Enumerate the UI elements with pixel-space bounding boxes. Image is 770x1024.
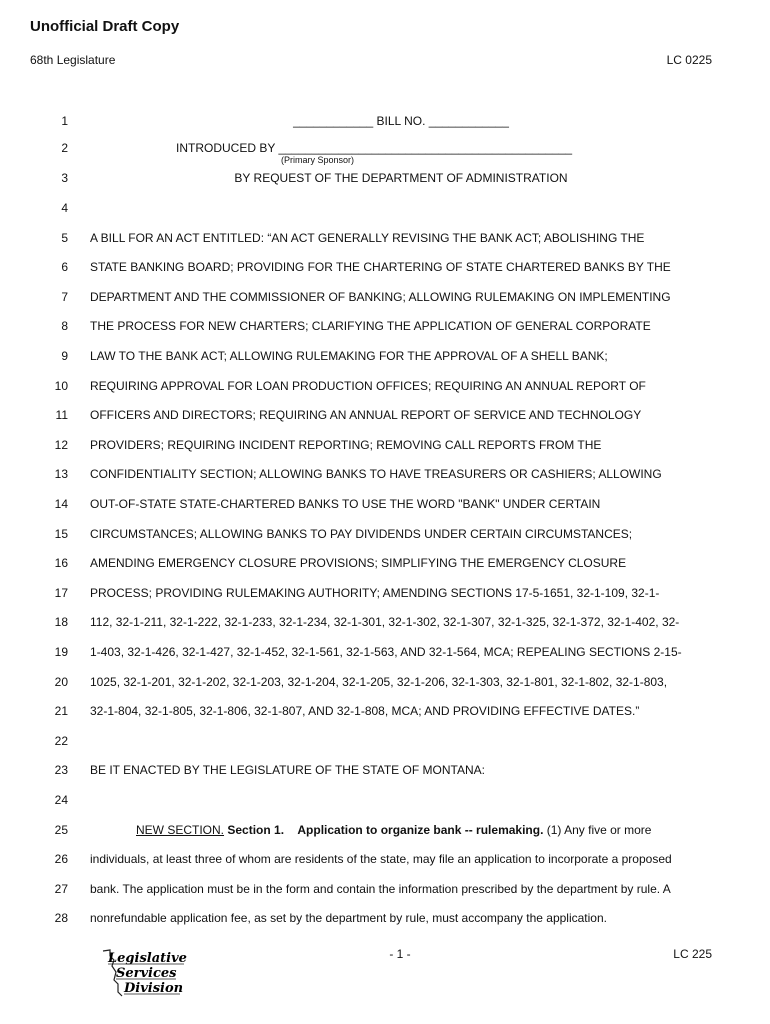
bill-line	[0, 643, 770, 661]
primary-sponsor-note: (Primary Sponsor)	[281, 155, 355, 165]
line-number: 28	[54, 911, 68, 925]
line-text: ____________ BILL NO. ____________	[293, 114, 509, 128]
page-number: - 1 -	[389, 947, 411, 961]
bill-line	[0, 909, 770, 927]
logo-line-3: Division	[124, 981, 184, 996]
bill-line	[0, 288, 770, 306]
line-number: 2	[61, 141, 68, 155]
line-number: 26	[54, 852, 68, 866]
bill-line	[0, 406, 770, 424]
line-number: 17	[54, 586, 68, 600]
bill-line	[0, 554, 770, 572]
bill-line	[0, 761, 770, 779]
logo-line-2: Services	[116, 966, 177, 981]
line-number: 4	[61, 201, 68, 215]
bill-line	[0, 112, 770, 130]
line-text: THE PROCESS FOR NEW CHARTERS; CLARIFYING THE APPLICATION OF GENERAL CORPORATE	[90, 319, 651, 333]
line-number: 22	[54, 734, 68, 748]
line-text: REQUIRING APPROVAL FOR LOAN PRODUCTION OFFICES; REQUIRING AN ANNUAL REPORT OF	[90, 379, 646, 393]
line-text: OUT-OF-STATE STATE-CHARTERED BANKS TO USE THE WORD "BANK" UNDER CERTAIN	[90, 497, 601, 511]
bill-line	[0, 673, 770, 691]
line-number: 12	[54, 438, 68, 452]
bill-line	[0, 821, 770, 839]
line-text: PROCESS; PROVIDING RULEMAKING AUTHORITY; AMENDING SECTIONS 17-5-1651, 32-1-109, 32-1-	[90, 586, 660, 600]
new-section-label: NEW SECTION.	[136, 823, 225, 837]
draft-title: Unofficial Draft Copy	[30, 18, 180, 35]
section-heading: Application to organize bank -- rulemaking.	[297, 823, 544, 837]
bill-line	[0, 139, 770, 157]
line-text: INTRODUCED BY ____________________________________________	[176, 141, 573, 155]
line-text: 112, 32-1-211, 32-1-222, 32-1-233, 32-1-234, 32-1-301, 32-1-302, 32-1-307, 32-1-325, 32-1-372, 32-1-402, 32-	[90, 615, 680, 629]
bill-line	[0, 613, 770, 631]
line-text: individuals, at least three of whom are residents of the state, may file an application to incorporate a proposed	[90, 852, 672, 866]
bill-line	[0, 465, 770, 483]
bill-line	[0, 347, 770, 365]
bill-line	[0, 732, 770, 750]
legislative-services-logo	[100, 948, 196, 1000]
line-number: 20	[54, 675, 68, 689]
bill-line	[0, 229, 770, 247]
line-text: 1025, 32-1-201, 32-1-202, 32-1-203, 32-1-204, 32-1-205, 32-1-206, 32-1-303, 32-1-801, 32-1-802, 32-1-803,	[90, 675, 668, 689]
line-text: bank. The application must be in the form and contain the information prescribed by the department by rule. A	[90, 882, 671, 896]
line-number: 8	[61, 319, 68, 333]
section-number: Section 1.	[227, 823, 285, 837]
line-text: AMENDING EMERGENCY CLOSURE PROVISIONS; SIMPLIFYING THE EMERGENCY CLOSURE	[90, 556, 627, 570]
line-number: 18	[54, 615, 68, 629]
bill-line	[0, 850, 770, 868]
line-text: PROVIDERS; REQUIRING INCIDENT REPORTING; REMOVING CALL REPORTS FROM THE	[90, 438, 602, 452]
line-text: BY REQUEST OF THE DEPARTMENT OF ADMINISTRATION	[234, 171, 568, 185]
bill-line	[0, 258, 770, 276]
bill-line	[0, 436, 770, 454]
bill-line	[0, 495, 770, 513]
bill-line	[0, 377, 770, 395]
line-number: 6	[61, 260, 68, 274]
footer-lc-number: LC 225	[673, 947, 712, 961]
line-text: OFFICERS AND DIRECTORS; REQUIRING AN ANNUAL REPORT OF SERVICE AND TECHNOLOGY	[90, 408, 642, 422]
line-number: 3	[61, 171, 68, 185]
line-number: 23	[54, 763, 68, 777]
line-number: 10	[54, 379, 68, 393]
line-number: 9	[61, 349, 68, 363]
bill-line	[0, 702, 770, 720]
line-text: 1-403, 32-1-426, 32-1-427, 32-1-452, 32-1-561, 32-1-563, AND 32-1-564, MCA; REPEALING SECTIONS 2-15-	[90, 645, 682, 659]
bill-line	[0, 199, 770, 217]
bill-line	[0, 880, 770, 898]
line-number: 14	[54, 497, 68, 511]
line-text: CIRCUMSTANCES; ALLOWING BANKS TO PAY DIVIDENDS UNDER CERTAIN CIRCUMSTANCES;	[90, 527, 633, 541]
bill-line	[0, 791, 770, 809]
bill-line	[0, 584, 770, 602]
line-text: nonrefundable application fee, as set by the department by rule, must accompany the application.	[90, 911, 607, 925]
line-number: 15	[54, 527, 68, 541]
line-number: 21	[54, 704, 68, 718]
section-text: (1) Any five or more	[546, 823, 652, 837]
line-text	[136, 821, 712, 839]
line-text: DEPARTMENT AND THE COMMISSIONER OF BANKING; ALLOWING RULEMAKING ON IMPLEMENTING	[90, 290, 671, 304]
line-number: 5	[61, 231, 68, 245]
line-number: 25	[54, 823, 68, 837]
line-text: LAW TO THE BANK ACT; ALLOWING RULEMAKING FOR THE APPROVAL OF A SHELL BANK;	[90, 349, 608, 363]
line-text: BE IT ENACTED BY THE LEGISLATURE OF THE STATE OF MONTANA:	[90, 763, 485, 777]
legislature-label: 68th Legislature	[30, 53, 116, 67]
line-number: 19	[54, 645, 68, 659]
line-text: CONFIDENTIALITY SECTION; ALLOWING BANKS TO HAVE TREASURERS OR CASHIERS; ALLOWING	[90, 467, 662, 481]
line-number: 1	[61, 114, 68, 128]
line-number: 27	[54, 882, 68, 896]
bill-line	[0, 525, 770, 543]
line-text: 32-1-804, 32-1-805, 32-1-806, 32-1-807, AND 32-1-808, MCA; AND PROVIDING EFFECTIVE DATES.”	[90, 704, 640, 718]
line-number: 16	[54, 556, 68, 570]
bill-line	[0, 317, 770, 335]
lc-number: LC 0225	[666, 53, 712, 67]
bill-line	[0, 169, 770, 187]
logo-line-1: Legislative	[108, 951, 187, 966]
line-number: 11	[55, 408, 68, 422]
line-number: 24	[54, 793, 68, 807]
line-number: 7	[61, 290, 68, 304]
line-text: A BILL FOR AN ACT ENTITLED: “AN ACT GENERALLY REVISING THE BANK ACT; ABOLISHING THE	[90, 231, 645, 245]
line-number: 13	[54, 467, 68, 481]
line-text: STATE BANKING BOARD; PROVIDING FOR THE CHARTERING OF STATE CHARTERED BANKS BY THE	[90, 260, 671, 274]
